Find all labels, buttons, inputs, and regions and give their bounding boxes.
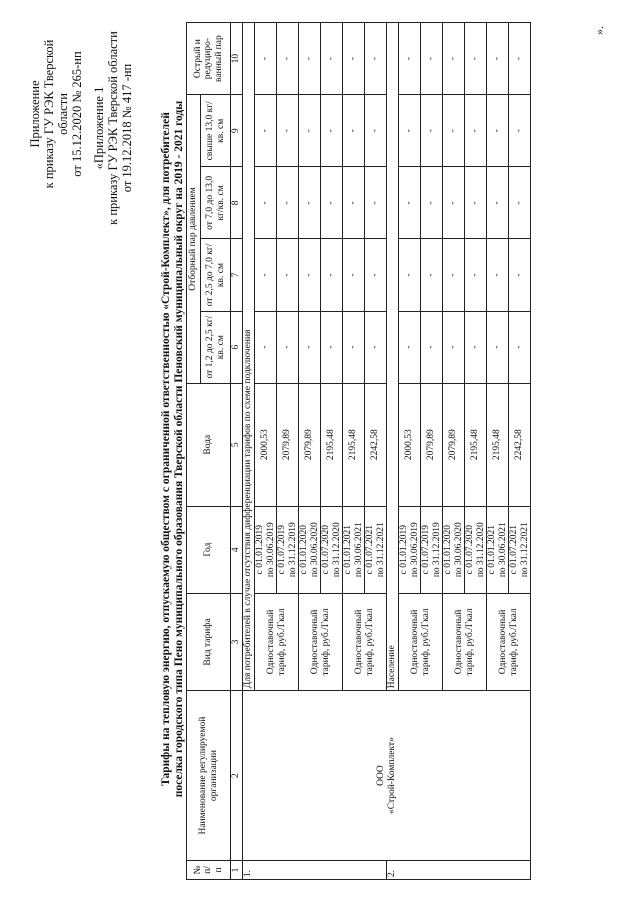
water-value: 2195,48 [321,383,343,506]
col-number: 1 [231,860,243,879]
dash-cell: - [343,23,365,95]
period-to: по 30.06.2019 [409,522,420,578]
dash-cell: - [277,167,299,239]
col-number: 7 [231,239,243,311]
dash-cell: - [487,311,509,383]
period-from: с 01.07.2021 [365,525,375,575]
dash-cell: - [421,167,443,239]
period-cell [421,506,443,593]
period-from: с 01.07.2020 [465,525,475,575]
period-cell [343,506,365,593]
org-name-line1: ООО [376,765,386,786]
period-to: по 31.12.2020 [475,522,486,578]
tariff-table [186,22,531,880]
tariff-type-cell: Одноставочный тариф, руб./Гкал [299,593,343,691]
dash-cell: - [343,311,365,383]
dash-cell: - [299,239,321,311]
dash-cell: - [365,311,387,383]
header-sharp-steam: Острый и редуциро-ванный пар [187,23,231,95]
dash-cell: - [277,95,299,167]
column-number-row [231,23,243,880]
period-from: с 01.07.2019 [277,525,287,575]
group-label: Население [387,23,399,691]
dash-cell: - [277,23,299,95]
tariff-type-cell: Одноставочный тариф, руб./Гкал [443,593,487,691]
period-from: с 01.01.2020 [299,525,309,575]
dash-cell: - [487,239,509,311]
closing-quote: ». [592,26,606,35]
header-pressure-3: от 7,0 до 13,0 кг/кв. см [201,167,231,239]
period-from: с 01.01.2020 [443,525,453,575]
dash-cell: - [321,95,343,167]
dash-cell: - [487,23,509,95]
dash-cell: - [465,23,487,95]
appendix-header [28,24,84,204]
dash-cell: - [277,311,299,383]
water-value: 2195,48 [343,383,365,506]
dash-cell: - [365,23,387,95]
dash-cell: - [255,23,277,95]
period-from: с 01.07.2021 [509,525,519,575]
col-number: 9 [231,95,243,167]
period-from: с 01.07.2020 [321,525,331,575]
appendix-line2: к приказу ГУ РЭК Тверской области [42,39,70,189]
dash-cell: - [321,23,343,95]
col-number: 8 [231,167,243,239]
period-to: по 30.06.2021 [497,522,508,578]
appendix1-header [92,18,134,238]
dash-cell: - [487,95,509,167]
period-cell [443,506,465,593]
col-number: 4 [231,506,243,593]
dash-cell: - [509,311,531,383]
dash-cell: - [255,167,277,239]
dash-cell: - [399,23,421,95]
water-value: 2242,58 [365,383,387,506]
header-tariff-type: Вид тарифа [187,593,231,691]
tariff-type-cell: Одноставочный тариф, руб./Гкал [255,593,299,691]
period-to: по 30.06.2020 [453,522,464,578]
dash-cell: - [255,311,277,383]
period-to: по 31.12.2020 [331,522,342,578]
header-water: Вода [187,383,231,506]
appendix-line3: от 15.12.2020 № 265-нп [70,51,84,177]
group-label: Для потребителей в случае отсутствия дифференциации тарифов по схеме подключения [243,23,255,691]
period-cell [277,506,299,593]
tariff-type-cell: Одноставочный тариф, руб./Гкал [343,593,387,691]
period-cell [509,506,531,593]
period-cell [465,506,487,593]
dash-cell: - [255,95,277,167]
appendix-line1: Приложение [28,80,42,148]
dash-cell: - [443,95,465,167]
dash-cell: - [343,95,365,167]
dash-cell: - [343,167,365,239]
dash-cell: - [443,167,465,239]
period-cell [487,506,509,593]
dash-cell: - [421,95,443,167]
period-to: по 30.06.2021 [353,522,364,578]
dash-cell: - [399,311,421,383]
dash-cell: - [365,167,387,239]
tariff-type-cell: Одноставочный тариф, руб./Гкал [399,593,443,691]
appendix1-line3: от 19.12.2018 № 417 -нп [120,63,134,193]
dash-cell: - [365,95,387,167]
dash-cell: - [487,167,509,239]
water-value: 2195,48 [487,383,509,506]
document-title [160,24,186,874]
org-name-line2: «Строй-Комплект» [386,737,397,815]
dash-cell: - [255,239,277,311]
dash-cell: - [509,167,531,239]
dash-cell: - [277,239,299,311]
period-from: с 01.01.2019 [399,525,409,575]
period-to: по 31.12.2021 [519,522,530,578]
group-number: 1. [243,860,387,879]
period-from: с 01.07.2019 [421,525,431,575]
org-name-cell [243,691,531,861]
period-to: по 31.12.2019 [287,522,298,578]
dash-cell: - [465,239,487,311]
dash-cell: - [443,239,465,311]
header-year: Год [187,506,231,593]
dash-cell: - [321,167,343,239]
dash-cell: - [509,23,531,95]
dash-cell: - [421,23,443,95]
col-number: 2 [231,691,243,861]
dash-cell: - [299,23,321,95]
dash-cell: - [399,95,421,167]
appendix1-line2: к приказу ГУ РЭК Тверской области [106,31,120,225]
appendix1-line1: «Приложение 1 [92,86,106,170]
dash-cell: - [399,167,421,239]
dash-cell: - [465,95,487,167]
water-value: 2079,89 [277,383,299,506]
dash-cell: - [509,239,531,311]
dash-cell: - [299,95,321,167]
period-from: с 01.01.2019 [255,525,265,575]
period-cell [399,506,421,593]
dash-cell: - [299,311,321,383]
water-value: 2242,58 [509,383,531,506]
dash-cell: - [421,239,443,311]
water-value: 2000,53 [399,383,421,506]
dash-cell: - [299,167,321,239]
dash-cell: - [321,311,343,383]
period-from: с 01.01.2021 [343,525,353,575]
period-cell [365,506,387,593]
header-pressure-4: свыше 13,0 кг/кв. см [201,95,231,167]
period-to: по 30.06.2019 [265,522,276,578]
dash-cell: - [465,311,487,383]
dash-cell: - [443,23,465,95]
dash-cell: - [509,95,531,167]
col-number: 6 [231,311,243,383]
dash-cell: - [343,239,365,311]
water-value: 2000,53 [255,383,277,506]
dash-cell: - [365,239,387,311]
water-value: 2079,89 [443,383,465,506]
water-value: 2195,48 [465,383,487,506]
dash-cell: - [321,239,343,311]
water-value: 2079,89 [421,383,443,506]
water-value: 2079,89 [299,383,321,506]
title-line2: поселка городского типа Пено муниципального образования Тверской области Пеновский муниципальный округ на 2019 - 2021 годы [173,100,185,798]
dash-cell: - [399,239,421,311]
period-cell [299,506,321,593]
dash-cell: - [443,311,465,383]
dash-cell: - [421,311,443,383]
col-number: 3 [231,593,243,691]
header-pressure-2: от 2,5 до 7,0 кг/кв. см [201,239,231,311]
header-org: Наименование регулируемой организации [187,691,231,861]
header-pressure-1: от 1,2 до 2,5 кг/кв. см [201,311,231,383]
group-number: 2. [387,860,531,879]
title-line1: Тарифы на тепловую энергию, отпускаемую обществом с ограниченной ответственностью «Строй-Комплект», для потребителей [160,112,172,786]
col-number: 5 [231,383,243,506]
period-cell [321,506,343,593]
period-to: по 31.12.2021 [375,522,386,578]
dash-cell: - [465,167,487,239]
tariff-type-cell: Одноставочный тариф, руб./Гкал [487,593,531,691]
header-steam-group: Отборный пар давлением [187,95,201,383]
col-number: 10 [231,23,243,95]
period-to: по 31.12.2019 [431,522,442,578]
period-from: с 01.01.2021 [487,525,497,575]
period-cell [255,506,277,593]
period-to: по 30.06.2020 [309,522,320,578]
header-num: № п/ п [187,860,231,879]
